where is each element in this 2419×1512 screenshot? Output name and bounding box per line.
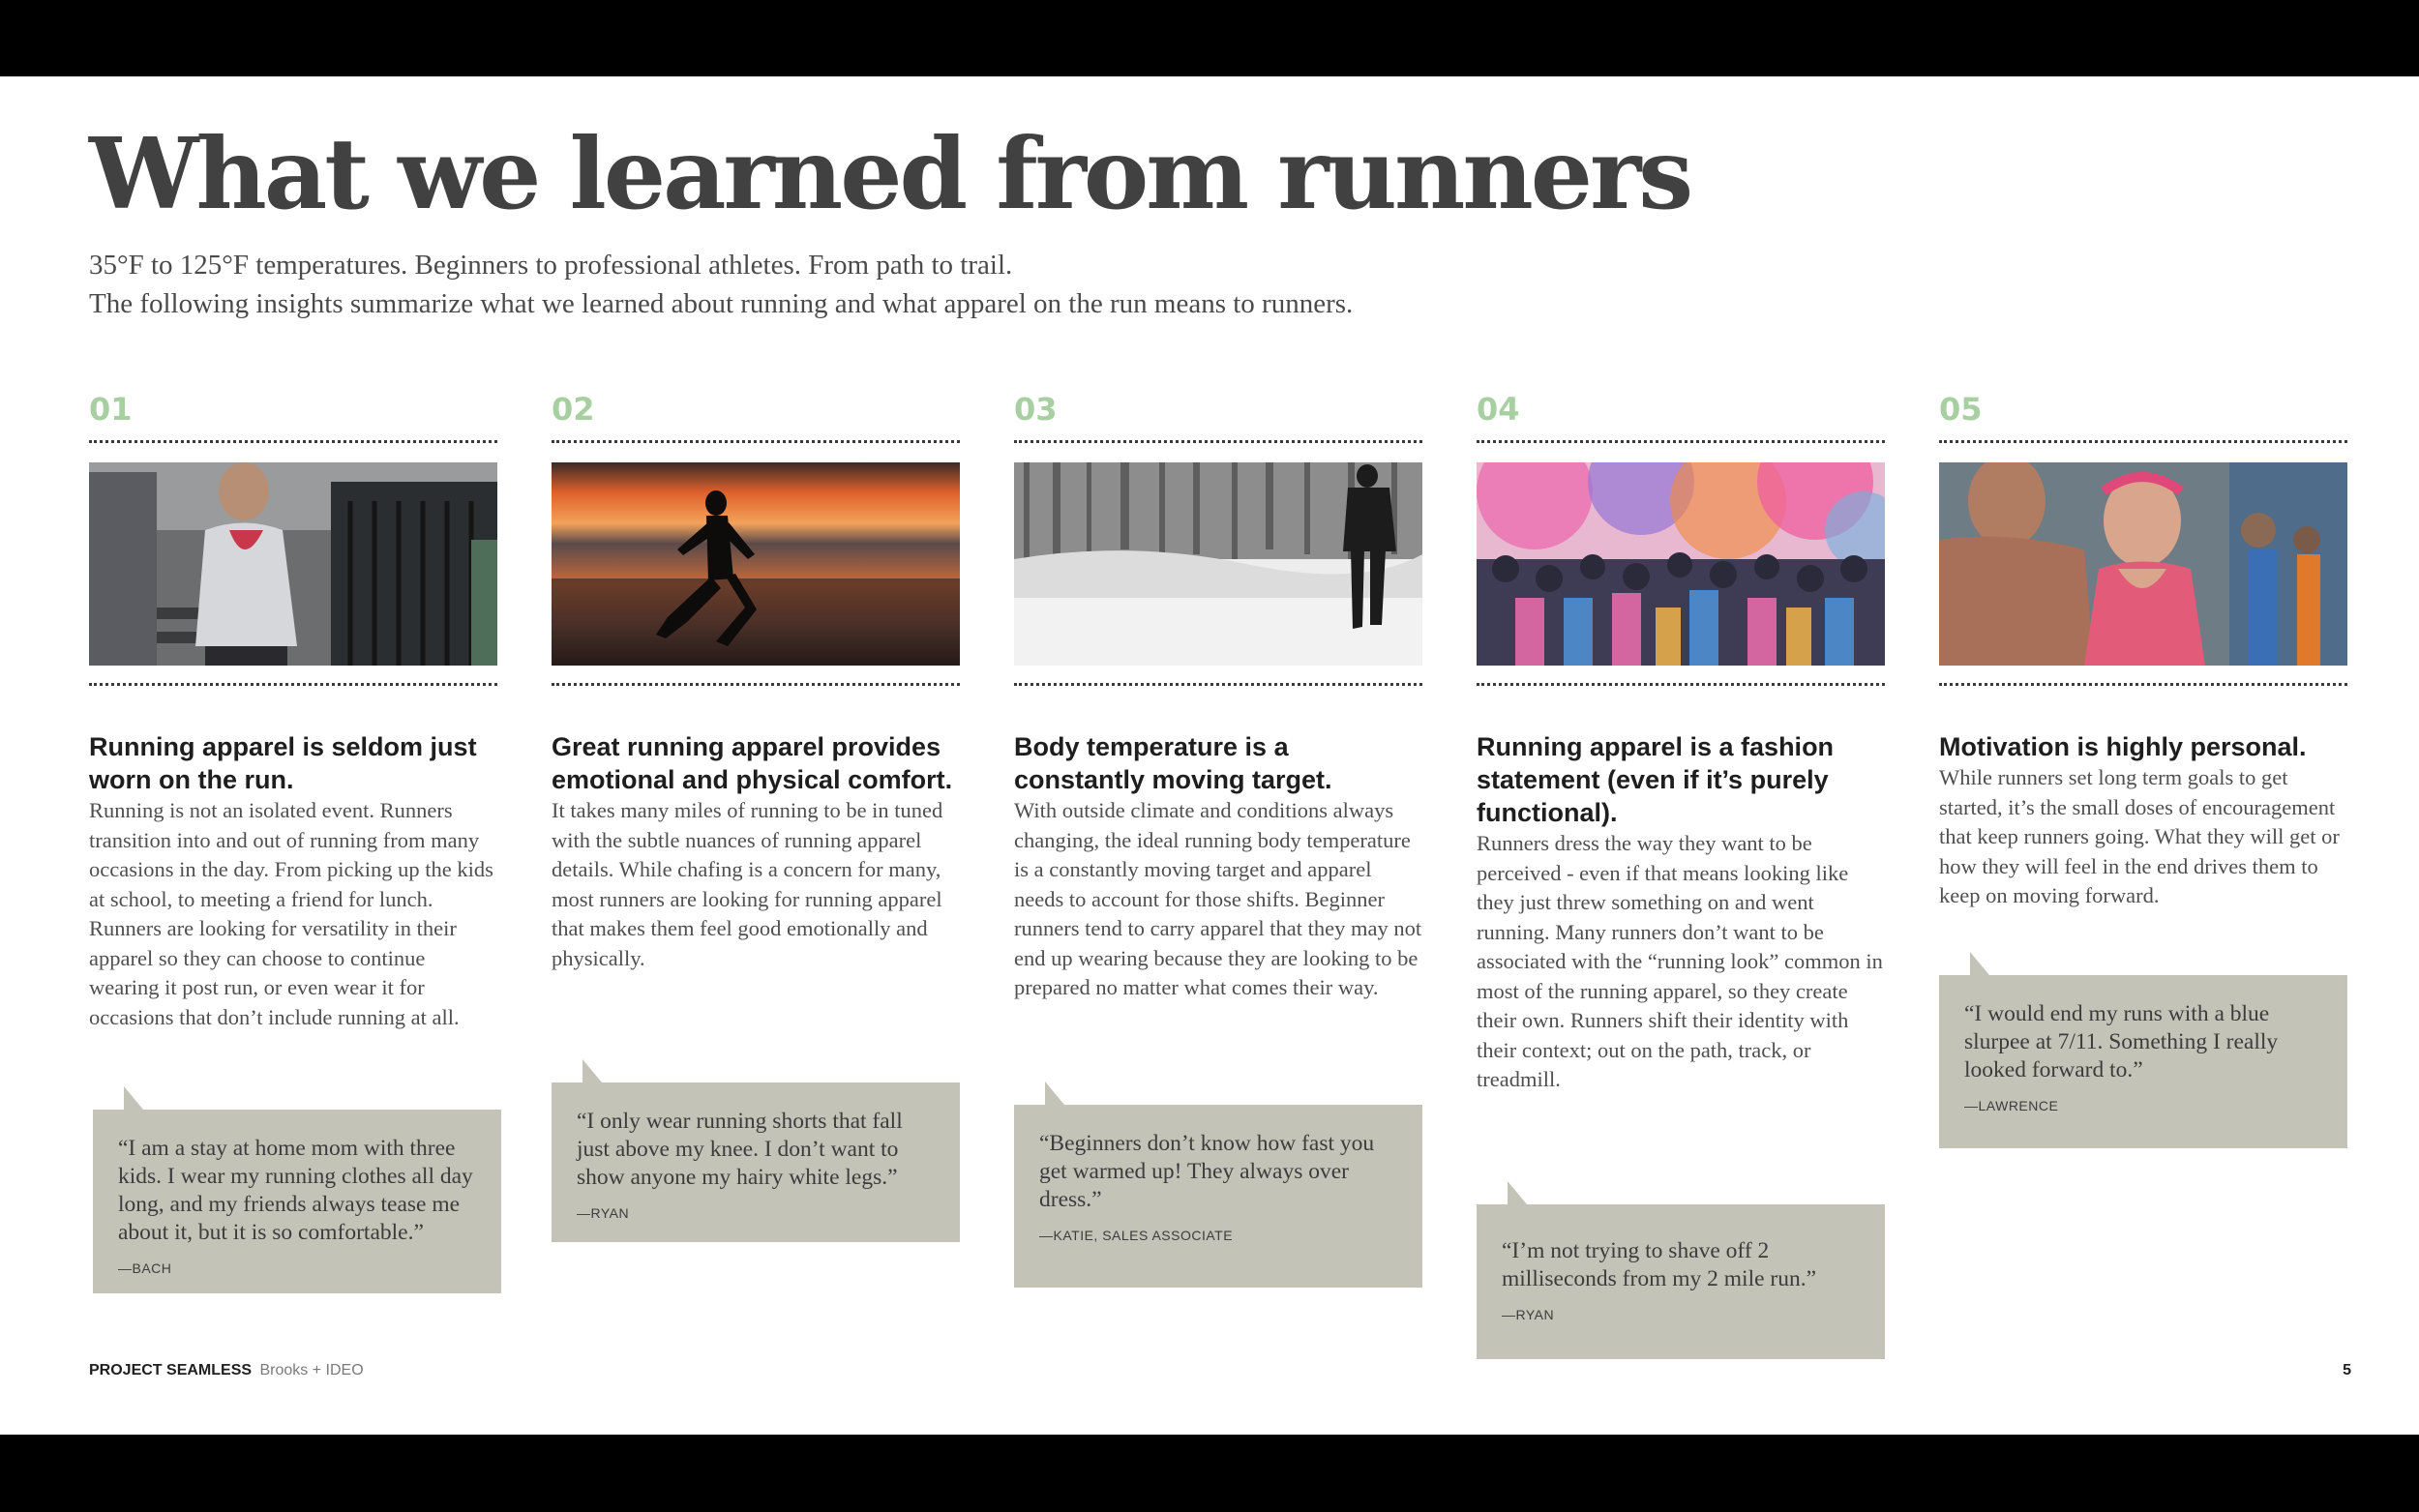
footer bbox=[89, 1362, 364, 1379]
quote-author: —KATIE, SALES ASSOCIATE bbox=[1039, 1228, 1234, 1243]
dotted-divider bbox=[552, 683, 960, 686]
intro-line-1: 35°F to 125°F temperatures. Beginners to professional athletes. From path to trail. bbox=[89, 250, 1013, 281]
quote-text: “Beginners don’t know how fast you get warmed up! They always over dress.” bbox=[1039, 1131, 1375, 1212]
insight-body: Runners dress the way they want to be perceived - even if that means looking like they just threw something on and went running. Many runners don’t want to be associated with the “running look” common in most of the running apparel, so they create their own. Runners shift their identity with their context; out on the path, track, or treadmill. bbox=[1477, 831, 1883, 1091]
quote-card-01 bbox=[93, 1110, 501, 1293]
photo-marathon-runners bbox=[1939, 462, 2347, 666]
insight-column-01 bbox=[89, 388, 497, 1032]
photo-woman-jogging bbox=[89, 462, 497, 666]
insight-body: Running is not an isolated event. Runners transition into and out of running from many occasions in the day. From picking up the kids at school, to meeting a friend for lunch. Runners are looking for versatility in their apparel so they can choose to continue wearing it post run, or even wear it for occasions that don’t include running at all. bbox=[89, 798, 493, 1029]
quote-text: “I’m not trying to shave off 2 milliseconds from my 2 mile run.” bbox=[1502, 1238, 1817, 1291]
insight-number: 05 bbox=[1939, 391, 1983, 428]
dotted-divider bbox=[1477, 683, 1885, 686]
insight-title: Running apparel is seldom just worn on the run. bbox=[89, 732, 477, 794]
footer-partner: Brooks + IDEO bbox=[259, 1362, 364, 1379]
dotted-divider bbox=[1477, 440, 1885, 443]
footer-project: PROJECT SEAMLESS bbox=[89, 1362, 253, 1379]
page-number: 5 bbox=[2343, 1362, 2351, 1379]
insight-body: While runners set long term goals to get started, it’s the small doses of encouragement that keep runners going. What they will get or how they will feel in the end drives them to keep on moving forward. bbox=[1939, 765, 2340, 907]
page-title: What we learned from runners bbox=[89, 116, 1691, 231]
photo-runner-snow bbox=[1014, 462, 1422, 666]
quote-author: —RYAN bbox=[1502, 1307, 1555, 1322]
intro bbox=[89, 246, 2314, 323]
insight-column-02 bbox=[552, 388, 960, 973]
quote-card-05 bbox=[1939, 975, 2347, 1148]
quote-author: —BACH bbox=[118, 1260, 172, 1276]
dotted-divider bbox=[89, 440, 497, 443]
quote-card-03 bbox=[1014, 1105, 1422, 1288]
quote-card-02 bbox=[552, 1082, 960, 1242]
dotted-divider bbox=[1939, 440, 2347, 443]
quote-card-04 bbox=[1477, 1204, 1885, 1359]
insight-body: With outside climate and conditions always changing, the ideal running body temperature is a constantly moving target and apparel needs to account for those shifts. Beginner runners tend to carry apparel that they may not end up wearing because they are looking to be prepared no matter what comes their way. bbox=[1014, 798, 1422, 999]
insight-title: Great running apparel provides emotional and physical comfort. bbox=[552, 732, 953, 794]
quote-text: “I am a stay at home mom with three kids. I wear my running clothes all day long, and my friends always tease me about it, but it is so comfortable.” bbox=[118, 1136, 473, 1245]
photo-color-run-crowd bbox=[1477, 462, 1885, 666]
insight-title: Body temperature is a constantly moving target. bbox=[1014, 732, 1332, 794]
dotted-divider bbox=[89, 683, 497, 686]
insight-column-04 bbox=[1477, 388, 1885, 1095]
quote-author: —RYAN bbox=[577, 1205, 630, 1221]
quote-text: “I only wear running shorts that fall just above my knee. I don’t want to show anyone my hairy white legs.” bbox=[577, 1109, 903, 1190]
quote-text: “I would end my runs with a blue slurpee at 7/11. Something I really looked forward to.” bbox=[1964, 1001, 2279, 1082]
insight-title: Motivation is highly personal. bbox=[1939, 732, 2307, 761]
insight-number: 02 bbox=[552, 391, 595, 428]
dotted-divider bbox=[1939, 683, 2347, 686]
dotted-divider bbox=[552, 440, 960, 443]
insight-number: 03 bbox=[1014, 391, 1058, 428]
insight-column-03 bbox=[1014, 388, 1422, 1003]
dotted-divider bbox=[1014, 683, 1422, 686]
insight-number: 04 bbox=[1477, 391, 1520, 428]
insight-column-05 bbox=[1939, 388, 2347, 911]
intro-line-2: The following insights summarize what we learned about running and what apparel on the run means to runners. bbox=[89, 288, 1354, 319]
slide bbox=[0, 76, 2419, 1435]
insight-body: It takes many miles of running to be in tuned with the subtle nuances of running apparel details. While chafing is a concern for many, most runners are looking for running apparel that makes them feel good emotionally and physically. bbox=[552, 798, 943, 970]
insight-number: 01 bbox=[89, 391, 133, 428]
photo-runner-sunset bbox=[552, 462, 960, 666]
quote-author: —LAWRENCE bbox=[1964, 1098, 2059, 1113]
insight-title: Running apparel is a fashion statement (even if it’s purely functional). bbox=[1477, 732, 1835, 827]
dotted-divider bbox=[1014, 440, 1422, 443]
